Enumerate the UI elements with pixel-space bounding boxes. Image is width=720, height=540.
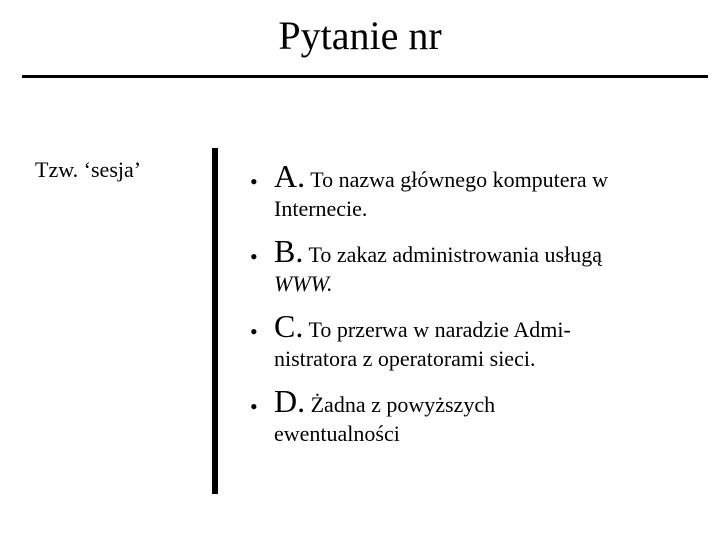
bullet-icon: •: [250, 394, 258, 419]
vertical-divider: [212, 148, 218, 494]
answer-letter: C.: [274, 308, 304, 344]
answer-text-line2: Internecie.: [274, 196, 368, 221]
answer-text-line1: To nazwa głównego komputera w: [310, 167, 609, 192]
answer-text-line1: To zakaz administrowania usługą: [308, 242, 602, 267]
answer-c: [250, 308, 710, 373]
bullet-icon: •: [250, 319, 258, 344]
slide-title: Pytanie nr: [278, 13, 442, 58]
answer-letter: A.: [274, 158, 306, 194]
bullet-icon: •: [250, 169, 258, 194]
answer-text-line2: WWW.: [274, 271, 333, 296]
answer-d: [250, 383, 710, 448]
answer-text-line1: To przerwa w naradzie Admi-: [308, 317, 571, 342]
answer-letter: B.: [274, 233, 304, 269]
question-label: Tzw. ‘sesja’: [35, 157, 142, 182]
answer-text-line2: nistratora z operatorami sieci.: [274, 346, 536, 371]
answer-list: [250, 158, 710, 462]
answer-text-line1: Żadna z powyższych: [310, 392, 496, 417]
answer-letter: D.: [274, 383, 306, 419]
answer-b: [250, 233, 710, 298]
answer-text-line2: ewentualności: [274, 421, 400, 446]
title-underline: [22, 75, 708, 78]
bullet-icon: •: [250, 244, 258, 269]
answer-a: [250, 158, 710, 223]
